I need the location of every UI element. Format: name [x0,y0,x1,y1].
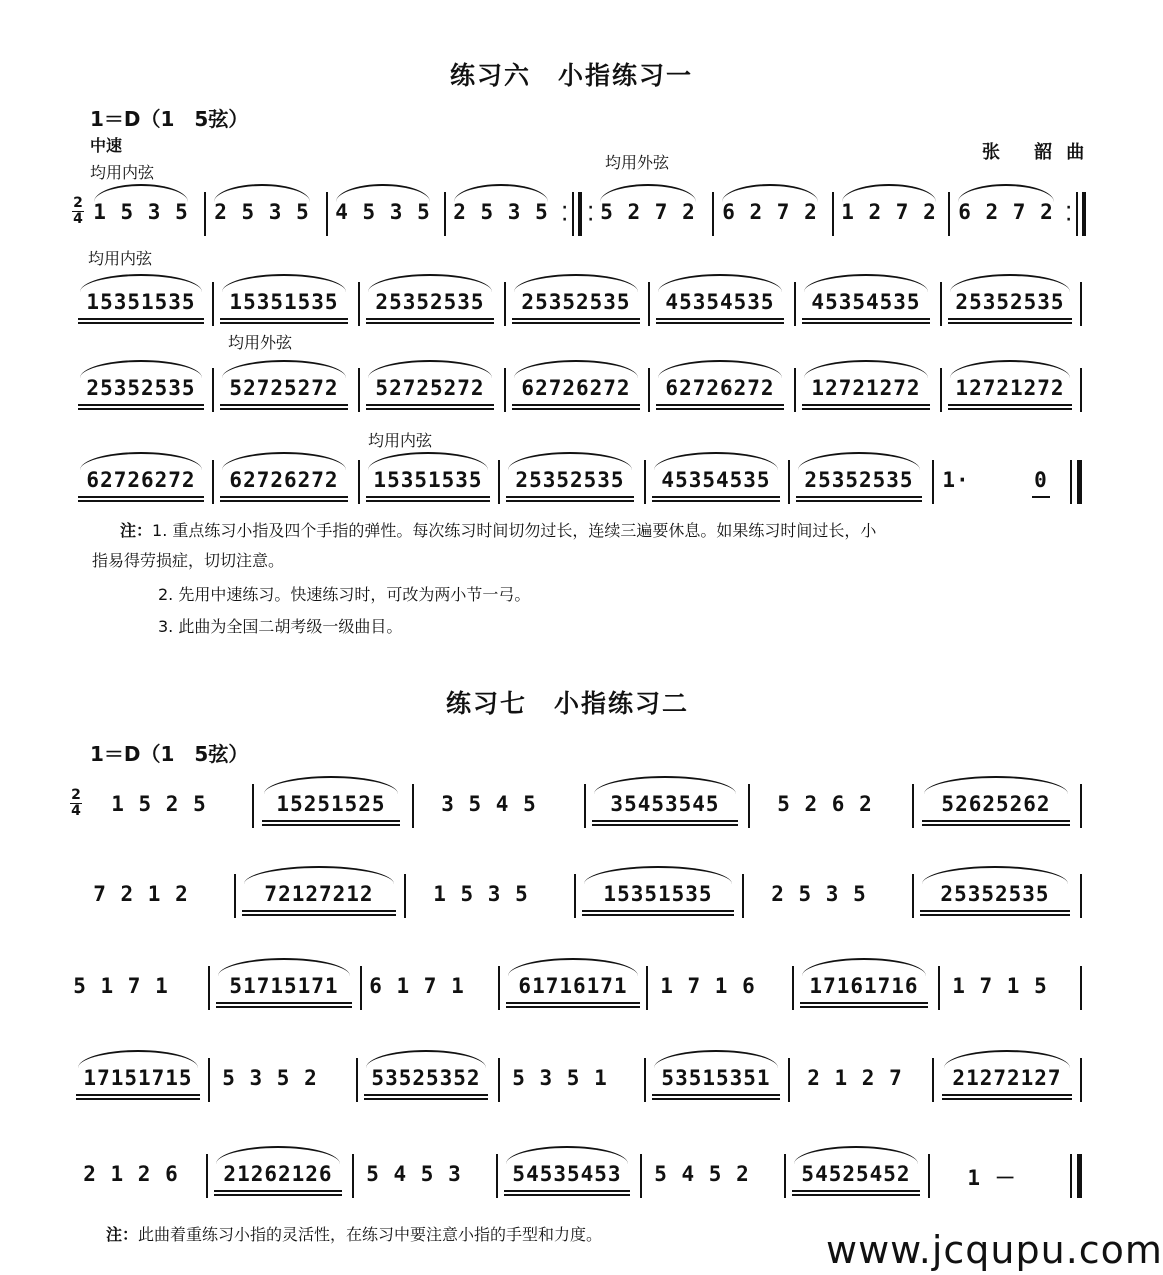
measure-notes: 21272127 [952,1066,1062,1090]
measure [66,860,216,920]
measure [916,770,1076,830]
measure-notes: 52725272 [375,376,485,400]
direction-inner-strings-3: 均用内弦 [368,431,433,450]
measure [256,770,406,830]
measure-notes: 5 4 5 3 [366,1162,462,1186]
measure [942,268,1078,328]
measure-notes: 54535453 [512,1162,622,1186]
measure-notes: 52625262 [941,792,1051,816]
exercise6-line4 [0,446,1120,506]
measure-notes: 2 1 2 6 [83,1162,179,1186]
time-signature [70,788,82,819]
measure [744,860,894,920]
measure [936,1044,1078,1104]
measure-notes: 25352535 [955,290,1065,314]
exercise6-line3 [0,354,1120,414]
measure [70,1044,206,1104]
measure [214,354,354,414]
measure [328,178,438,238]
measure-notes: 1· [942,468,970,492]
measure [750,770,900,830]
measure [646,1044,786,1104]
measure-notes: 6 2 7 2 [958,200,1054,224]
measure-notes: 21262126 [223,1162,333,1186]
time-signature-bottom: 4 [73,211,83,227]
measure-notes: 15251525 [276,792,386,816]
measure-notes: 45354535 [661,468,771,492]
exercise6-composer: 张 韶曲 [982,142,1099,163]
measure [796,268,936,328]
measure-notes: 25352535 [804,468,914,492]
measure-notes: 62726272 [665,376,775,400]
measure [936,446,976,506]
measure-notes: 15351535 [86,290,196,314]
measure-notes: 3 5 4 5 [441,792,537,816]
time-signature-bottom: 4 [71,803,81,819]
measure-notes: 2 5 3 5 [771,882,867,906]
measure [576,860,740,920]
measure [360,446,496,506]
measure [1026,446,1056,506]
measure-notes: 25352535 [375,290,485,314]
measure [500,952,646,1012]
measure [942,354,1078,414]
measure [214,268,354,328]
measure [360,268,500,328]
measure [932,1140,1052,1200]
direction-outer-strings-1: 均用外弦 [605,153,670,172]
exercise6-notes [120,516,876,546]
time-signature [72,196,84,227]
note: 此曲着重练习小指的灵活性，在练习中要注意小指的手型和力度。 [138,1225,603,1244]
measure-notes: 25352535 [521,290,631,314]
measure [790,1044,920,1104]
measure-notes: 1 － [967,1166,1017,1190]
exercise7-line3 [0,952,1120,1012]
measure-notes: 62726272 [521,376,631,400]
measure-notes: 53525352 [371,1066,481,1090]
measure [214,446,354,506]
notes-label: 注： [106,1225,139,1244]
exercise6-title: 练习六 小指练习一 [450,61,694,90]
measure [72,446,210,506]
measure [786,1140,926,1200]
measure [586,770,744,830]
measure-notes: 5 4 5 2 [654,1162,750,1186]
measure [650,268,790,328]
measure [236,860,402,920]
measure [650,354,790,414]
measure-notes: 2 1 2 7 [807,1066,903,1090]
measure-notes: 12721272 [955,376,1065,400]
direction-outer-strings-2: 均用外弦 [228,333,293,352]
exercise7-notes [106,1220,602,1250]
exercise7-line1 [0,770,1120,830]
direction-inner-strings-1: 均用内弦 [90,163,155,182]
measure-notes: 5 1 7 1 [73,974,169,998]
measure-notes: 25352535 [940,882,1050,906]
exercise7-line4 [0,1044,1120,1104]
measure-notes: 17151715 [83,1066,193,1090]
measure-notes: 6 2 7 2 [722,200,818,224]
measure [834,178,944,238]
measure [592,178,704,238]
measure-notes: 1 7 1 5 [952,974,1048,998]
measure [506,268,646,328]
measure [498,1140,636,1200]
measure-notes: 1 2 7 2 [841,200,937,224]
measure-notes: 7 2 1 2 [93,882,189,906]
measure-notes: 25352535 [86,376,196,400]
measure-notes: 2 5 3 5 [214,200,310,224]
measure [360,354,500,414]
measure-notes: 5 2 6 2 [777,792,873,816]
measure-notes: 51715171 [229,974,339,998]
measure-notes: 1 5 3 5 [93,200,189,224]
measure-notes: 45354535 [811,290,921,314]
measure [646,446,786,506]
measure [714,178,826,238]
measure-notes: 1 5 2 5 [111,792,207,816]
measure-notes: 5 3 5 2 [222,1066,318,1090]
measure-notes: 5 2 7 2 [600,200,696,224]
measure-notes: 1 7 1 6 [660,974,756,998]
measure [506,354,646,414]
measure [354,1140,474,1200]
measure-notes: 1 5 3 5 [433,882,529,906]
direction-inner-strings-2: 均用内弦 [88,249,153,268]
note-1a: 1. 重点练习小指及四个手指的弹性。每次练习时间切勿过长，连续三遍要休息。如果练习时间过长，小 [152,521,877,540]
exercise6-tempo: 中速 [90,136,123,155]
notes-label: 注： [120,521,153,540]
measure [914,860,1076,920]
measure [66,952,176,1012]
note-1b: 指易得劳损症，切切注意。 [92,551,285,570]
measure-notes: 35453545 [610,792,720,816]
measure-notes: 54525452 [801,1162,911,1186]
exercise6-key-signature: 1＝D（1 5弦） [90,107,249,131]
measure-notes: 5 3 5 1 [512,1066,608,1090]
measure-notes: 72127212 [264,882,374,906]
measure [414,770,564,830]
measure-notes: 62726272 [86,468,196,492]
time-signature-top: 2 [71,787,81,803]
measure [500,1044,620,1104]
measure [446,178,556,238]
measure [72,268,210,328]
measure-notes: 25352535 [515,468,625,492]
exercise6-line1: 2 4 1 5 3 5 2 5 3 5 4 5 3 5 2 5 3 5 · · · · 5 2 7 2 6 2 7 2 1 2 7 2 6 2 7 2 · · [0,178,1120,238]
measure-notes: 45354535 [665,290,775,314]
measure [210,1044,330,1104]
measure [66,1140,196,1200]
measure-notes: 62726272 [229,468,339,492]
measure-notes: 12721272 [811,376,921,400]
measure [362,952,472,1012]
measure [648,952,768,1012]
measure [206,178,318,238]
measure-notes: 0 [1034,468,1048,492]
measure-notes: 17161716 [809,974,919,998]
measure [790,446,928,506]
measure [642,1140,762,1200]
measure-notes: 2 5 3 5 [453,200,549,224]
measure [84,770,234,830]
measure-notes: 15351535 [229,290,339,314]
measure [500,446,640,506]
measure-notes: 53515351 [661,1066,771,1090]
exercise7-line2 [0,860,1120,920]
measure [358,1044,494,1104]
measure [950,178,1062,238]
measure [406,860,556,920]
measure-notes: 15351535 [373,468,483,492]
measure [72,354,210,414]
measure [940,952,1060,1012]
note-3: 3. 此曲为全国二胡考级一级曲目。 [158,617,403,636]
time-signature-top: 2 [73,195,83,211]
measure-notes: 4 5 3 5 [335,200,431,224]
measure [794,952,934,1012]
measure-notes: 61716171 [518,974,628,998]
measure-notes: 52725272 [229,376,339,400]
measure [86,178,196,238]
exercise7-line5 [0,1140,1120,1200]
measure-notes: 15351535 [603,882,713,906]
exercise6-line2 [0,268,1120,328]
measure [208,1140,348,1200]
measure [796,354,936,414]
measure [210,952,358,1012]
measure-notes: 6 1 7 1 [369,974,465,998]
exercise7-key-signature: 1＝D（1 5弦） [90,742,249,766]
note-2: 2. 先用中速练习。快速练习时，可改为两小节一弓。 [158,585,531,604]
exercise7-title: 练习七 小指练习二 [446,689,690,718]
watermark: www.jcqupu.com [826,1228,1163,1272]
